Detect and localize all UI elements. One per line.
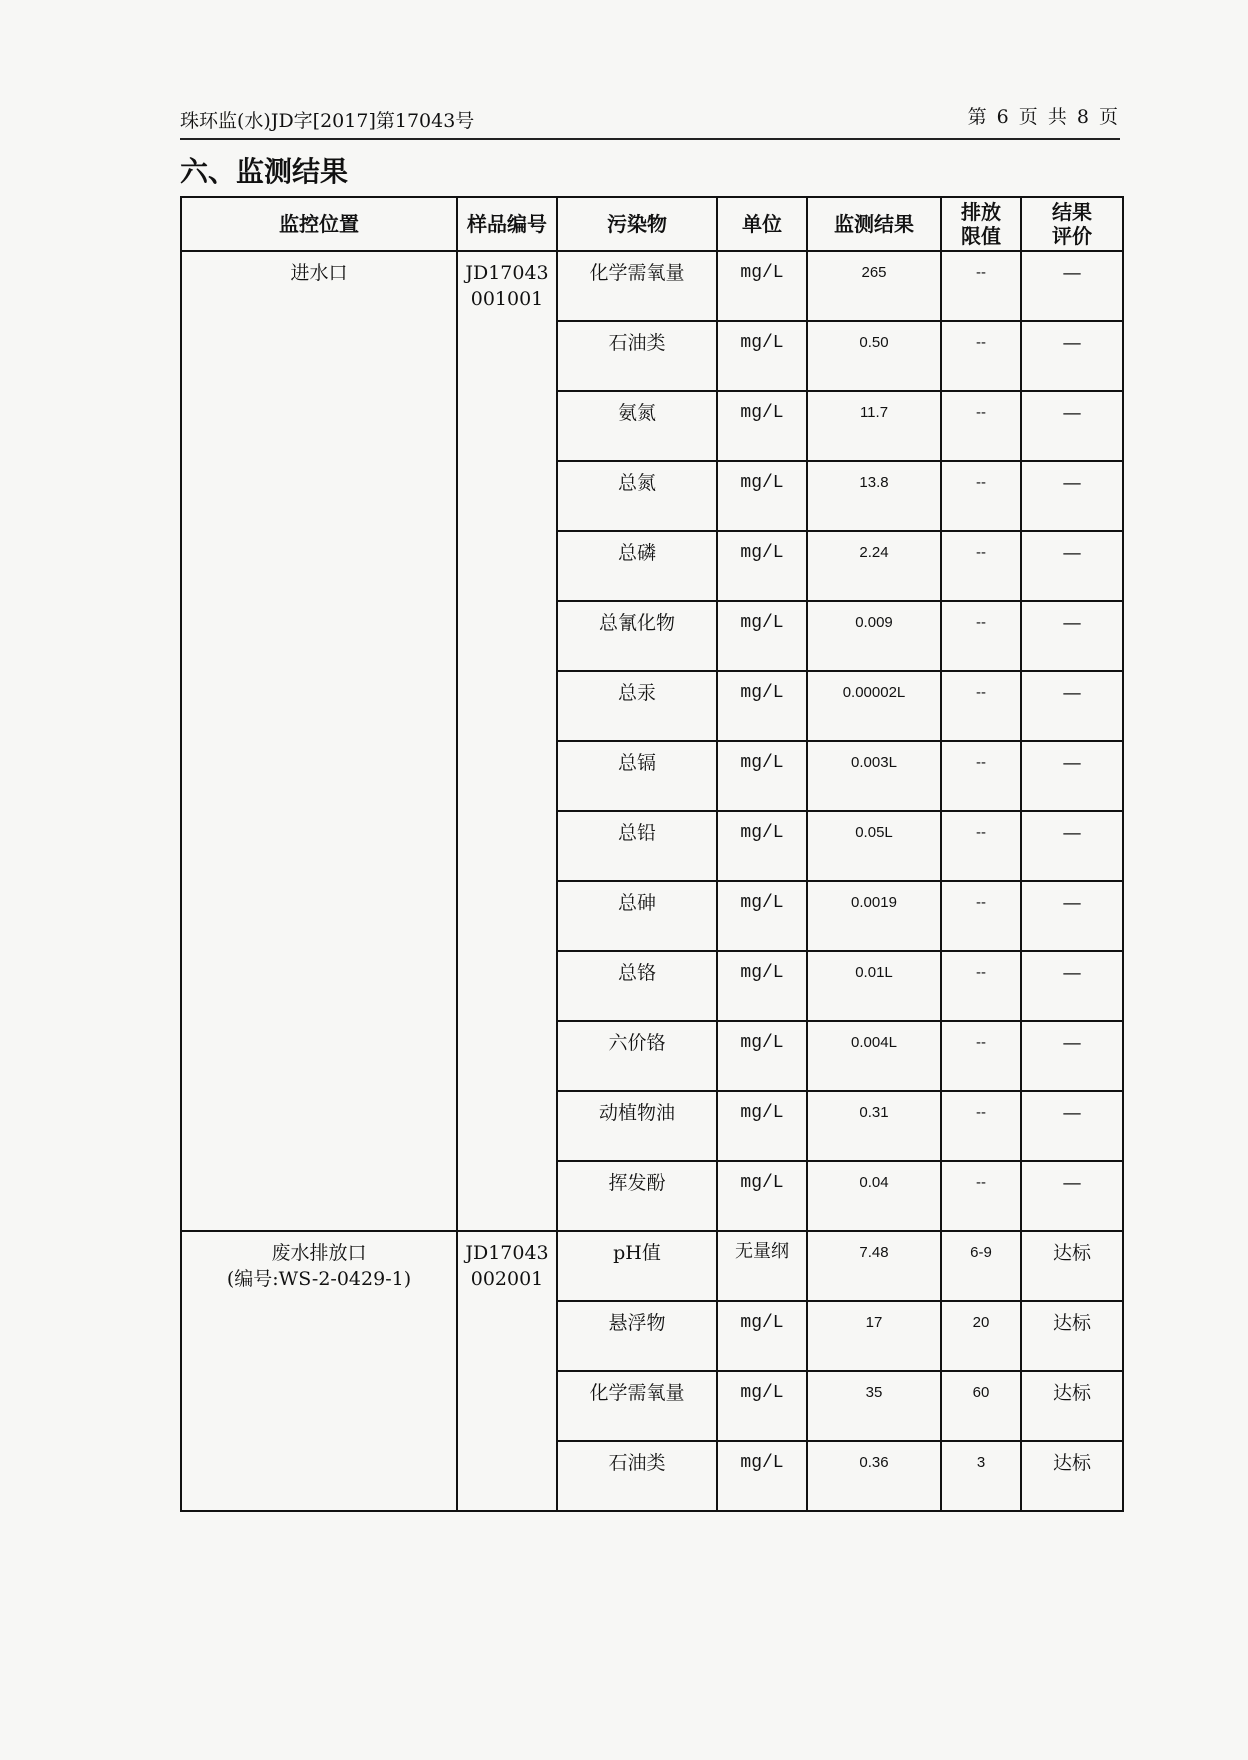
cell-evaluation: 达标: [1021, 1441, 1123, 1511]
cell-pollutant: 六价铬: [557, 1021, 717, 1091]
cell-pollutant: 总氰化物: [557, 601, 717, 671]
col-header-evaluation: 结果 评价: [1021, 197, 1123, 251]
cell-limit: --: [941, 321, 1021, 391]
cell-pollutant: 总砷: [557, 881, 717, 951]
cell-unit: mg/L: [717, 1301, 807, 1371]
cell-sample-id: JD17043 001001: [457, 251, 557, 1231]
cell-evaluation: 达标: [1021, 1371, 1123, 1441]
cell-unit: mg/L: [717, 671, 807, 741]
cell-pollutant: 动植物油: [557, 1091, 717, 1161]
cell-unit: mg/L: [717, 321, 807, 391]
cell-pollutant: 总铅: [557, 811, 717, 881]
col-header-unit: 单位: [717, 197, 807, 251]
cell-pollutant: 石油类: [557, 1441, 717, 1511]
cell-limit: --: [941, 671, 1021, 741]
cell-unit: mg/L: [717, 391, 807, 461]
monitoring-results-table: [180, 196, 1124, 1512]
cell-unit: mg/L: [717, 601, 807, 671]
cell-pollutant: 石油类: [557, 321, 717, 391]
cell-evaluation: —: [1021, 391, 1123, 461]
cell-pollutant: 总镉: [557, 741, 717, 811]
section-title: 六、监测结果: [180, 155, 349, 188]
cell-pollutant: 悬浮物: [557, 1301, 717, 1371]
cell-limit: 20: [941, 1301, 1021, 1371]
cell-sample-id: JD17043 002001: [457, 1231, 557, 1511]
cell-limit: 3: [941, 1441, 1021, 1511]
cell-pollutant: 挥发酚: [557, 1161, 717, 1231]
cell-limit: --: [941, 1021, 1021, 1091]
cell-pollutant: pH值: [557, 1231, 717, 1301]
cell-evaluation: —: [1021, 461, 1123, 531]
table-header: [181, 197, 1123, 251]
cell-unit: mg/L: [717, 741, 807, 811]
col-header-location: 监控位置: [181, 197, 457, 251]
cell-limit: --: [941, 391, 1021, 461]
cell-unit: mg/L: [717, 1441, 807, 1511]
cell-result: 265: [807, 251, 941, 321]
cell-result: 0.01L: [807, 951, 941, 1021]
cell-unit: mg/L: [717, 1371, 807, 1441]
cell-pollutant: 氨氮: [557, 391, 717, 461]
cell-unit: 无量纲: [717, 1231, 807, 1301]
cell-limit: --: [941, 881, 1021, 951]
cell-limit: 60: [941, 1371, 1021, 1441]
cell-unit: mg/L: [717, 951, 807, 1021]
cell-limit: 6-9: [941, 1231, 1021, 1301]
cell-unit: mg/L: [717, 811, 807, 881]
header-rule: [180, 138, 1120, 140]
cell-result: 0.36: [807, 1441, 941, 1511]
cell-result: 35: [807, 1371, 941, 1441]
cell-limit: --: [941, 741, 1021, 811]
cell-evaluation: —: [1021, 1091, 1123, 1161]
cell-unit: mg/L: [717, 251, 807, 321]
col-header-pollutant: 污染物: [557, 197, 717, 251]
cell-evaluation: —: [1021, 1161, 1123, 1231]
cell-limit: --: [941, 601, 1021, 671]
col-header-sample-id: 样品编号: [457, 197, 557, 251]
cell-result: 7.48: [807, 1231, 941, 1301]
cell-limit: --: [941, 251, 1021, 321]
cell-evaluation: —: [1021, 811, 1123, 881]
cell-unit: mg/L: [717, 881, 807, 951]
cell-result: 0.009: [807, 601, 941, 671]
page-indicator: 第 6 页 共 8 页: [967, 106, 1118, 128]
cell-evaluation: —: [1021, 741, 1123, 811]
cell-evaluation: —: [1021, 671, 1123, 741]
cell-pollutant: 总磷: [557, 531, 717, 601]
cell-result: 2.24: [807, 531, 941, 601]
cell-evaluation: —: [1021, 881, 1123, 951]
table-row: [181, 1231, 1123, 1301]
cell-location: 废水排放口 (编号:WS-2-0429-1): [181, 1231, 457, 1511]
table-row: [181, 251, 1123, 321]
cell-pollutant: 总铬: [557, 951, 717, 1021]
cell-evaluation: —: [1021, 1021, 1123, 1091]
cell-evaluation: —: [1021, 951, 1123, 1021]
cell-result: 0.003L: [807, 741, 941, 811]
cell-result: 0.05L: [807, 811, 941, 881]
cell-result: 17: [807, 1301, 941, 1371]
cell-pollutant: 总汞: [557, 671, 717, 741]
cell-result: 0.0019: [807, 881, 941, 951]
cell-evaluation: —: [1021, 251, 1123, 321]
cell-evaluation: —: [1021, 601, 1123, 671]
cell-result: 0.004L: [807, 1021, 941, 1091]
cell-limit: --: [941, 531, 1021, 601]
cell-evaluation: —: [1021, 321, 1123, 391]
cell-result: 11.7: [807, 391, 941, 461]
cell-pollutant: 化学需氧量: [557, 1371, 717, 1441]
col-header-limit: 排放 限值: [941, 197, 1021, 251]
cell-evaluation: —: [1021, 531, 1123, 601]
cell-limit: --: [941, 461, 1021, 531]
cell-unit: mg/L: [717, 1021, 807, 1091]
cell-result: 0.00002L: [807, 671, 941, 741]
table-body: [181, 251, 1123, 1511]
cell-result: 0.04: [807, 1161, 941, 1231]
report-number: 珠环监(水)JD字[2017]第17043号: [180, 110, 475, 132]
cell-pollutant: 总氮: [557, 461, 717, 531]
cell-limit: --: [941, 1161, 1021, 1231]
cell-unit: mg/L: [717, 461, 807, 531]
cell-result: 0.50: [807, 321, 941, 391]
cell-evaluation: 达标: [1021, 1301, 1123, 1371]
cell-result: 13.8: [807, 461, 941, 531]
cell-unit: mg/L: [717, 1161, 807, 1231]
header-row: [181, 197, 1123, 251]
cell-unit: mg/L: [717, 1091, 807, 1161]
cell-pollutant: 化学需氧量: [557, 251, 717, 321]
col-header-result: 监测结果: [807, 197, 941, 251]
cell-location: 进水口: [181, 251, 457, 1231]
cell-evaluation: 达标: [1021, 1231, 1123, 1301]
cell-result: 0.31: [807, 1091, 941, 1161]
cell-limit: --: [941, 811, 1021, 881]
cell-limit: --: [941, 951, 1021, 1021]
cell-unit: mg/L: [717, 531, 807, 601]
cell-limit: --: [941, 1091, 1021, 1161]
